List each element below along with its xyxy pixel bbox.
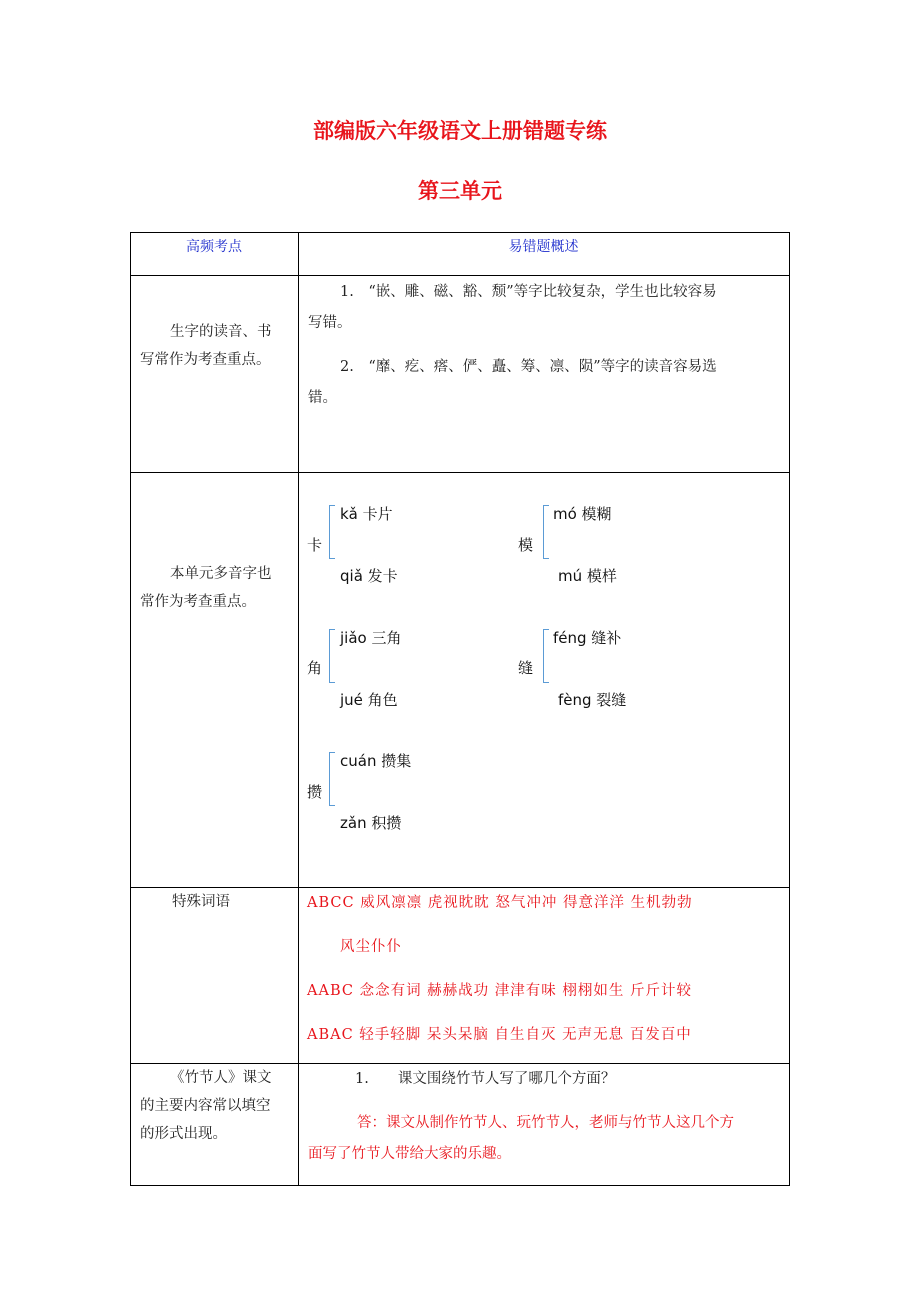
row1-item2-line1: 2. “靡、疙、瘩、俨、矗、筹、凛、陨”等字的读音容易选 [340,359,717,375]
table-border-bottom [130,1185,790,1186]
row2-key-point-line: 本单元多音字也 [170,566,272,582]
header-key-points: 高频考点 [186,239,242,255]
row4-question: 1. 课文围绕竹节人写了哪几个方面？ [355,1071,616,1087]
table-border-right [789,232,790,1186]
words-abcc-cont: 风尘仆仆 [340,939,402,955]
table-border-left [130,232,131,1186]
row3-key-point: 特殊词语 [172,894,230,910]
words-abcc: ABCC 威风凛凛 虎视眈眈 怒气冲冲 得意洋洋 生机勃勃 [307,895,693,911]
polyphone-char: 攒 [307,783,323,801]
document-subtitle: 第三单元 [418,179,502,203]
words-abac: ABAC 轻手轻脚 呆头呆脑 自生自灭 无声无息 百发百中 [307,1027,692,1043]
words-aabc: AABC 念念有词 赫赫战功 津津有味 栩栩如生 斤斤计较 [307,983,693,999]
row1-key-point-line: 生字的读音、书 [170,324,272,340]
header-error-overview: 易错题概述 [508,239,579,255]
row4-answer-line2: 面写了竹节人带给大家的乐趣。 [308,1146,511,1162]
polyphone-char: 缝 [518,659,534,677]
brace-icon [543,505,549,559]
polyphone-char: 角 [307,659,323,677]
brace-icon [329,752,335,806]
polyphone-reading: jué 角色 [340,691,398,709]
row-divider [130,275,790,276]
row1-key-point-line: 写常作为考查重点。 [140,352,271,368]
document-title: 部编版六年级语文上册错题专练 [313,119,607,143]
row1-key-point [140,318,290,374]
polyphone-char: 模 [518,536,534,554]
polyphone-reading: jiǎo 三角 [340,629,402,647]
row4-key-point [140,1064,295,1148]
polyphone-reading: zǎn 积攒 [340,814,402,832]
row4-key-point-line: 的形式出现。 [140,1126,227,1142]
row2-key-point-line: 常作为考查重点。 [140,594,256,610]
polyphone-reading: kǎ 卡片 [340,505,393,523]
row1-item1-line1: 1. “嵌、雕、磁、豁、颓”等字比较复杂，学生也比较容易 [340,284,717,300]
row2-key-point [140,560,290,616]
row-divider [130,472,790,473]
row1-item2-line2: 错。 [308,390,337,406]
table-border-top [130,232,790,233]
brace-icon [543,629,549,683]
row4-answer-line1: 答：课文从制作竹节人、玩竹节人，老师与竹节人这几个方 [357,1115,734,1131]
brace-icon [329,505,335,559]
polyphone-reading: cuán 攒集 [340,752,412,770]
brace-icon [329,629,335,683]
polyphone-reading: féng 缝补 [553,629,622,647]
polyphone-reading: mú 模样 [558,567,617,585]
polyphone-char: 卡 [307,536,323,554]
row4-key-point-line: 《竹节人》课文 [170,1070,272,1086]
polyphone-reading: fèng 裂缝 [558,691,627,709]
row1-item1-line2: 写错。 [308,315,352,331]
polyphone-reading: qiǎ 发卡 [340,567,398,585]
row4-key-point-line: 的主要内容常以填空 [140,1098,271,1114]
column-divider [298,232,299,1186]
polyphone-reading: mó 模糊 [553,505,612,523]
